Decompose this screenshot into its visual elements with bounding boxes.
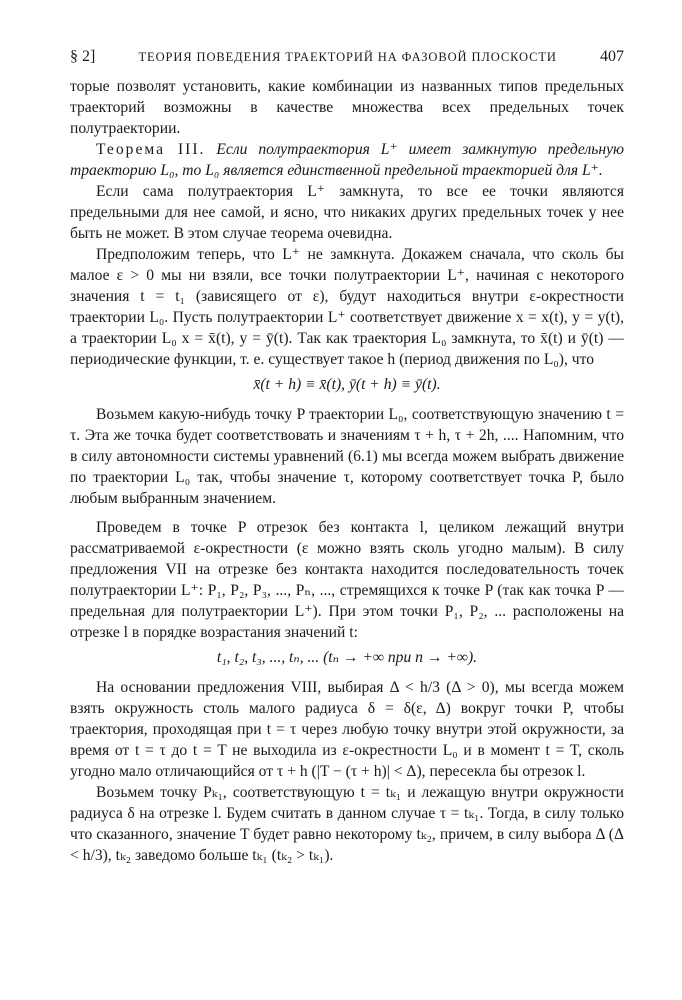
formula-periodicity: x̄(t + h) ≡ x̄(t), ȳ(t + h) ≡ ȳ(t). <box>253 376 441 393</box>
section-marker: § 2] <box>70 48 96 65</box>
page-number: 407 <box>599 48 624 65</box>
paragraph-proposition-viii: На основании предложения VIII, выбирая Δ < h/3 (Δ > 0), мы всегда можем взять окружность столь малого радиуса δ = δ(ε, Δ) вокруг точки P, чтобы траектория, проходящая при t = τ через любую точку внутри этой окружности, за время от t = τ до t = T не выходила из ε-окрестности L₀ и в момент t = T, сколь угодно мало отличающийся от τ + h (|T − (τ + h)| < Δ), пересекла бы отрезок l. <box>70 679 624 780</box>
theorem-statement: Если полутраектория L⁺ имеет замкнутую предельную траекторию L₀, то L₀ является единственной предельной траекторией для L⁺. <box>70 141 624 179</box>
paragraph-point-pk1: Возьмем точку Pₖ₁, соответствующую t = tₖ₁ и лежащую внутри окружности радиуса δ на отрезке l. Будем считать в данном случае τ = tₖ₁. Тогда, в силу только что сказанного, значение T будет равно некоторому tₖ₂, причем, в силу выбора Δ (Δ < h/3), tₖ₂ заведомо больше tₖ₁ (tₖ₂ > tₖ₁). <box>70 784 624 864</box>
paragraph-point-p: Возьмем какую-нибудь точку P траектории L₀, соответствующую значению t = τ. Эта же точка будет соответствовать и значениям τ + h, τ + 2h, .... Напомним, что в силу автономности системы уравнений (6.1) мы всегда можем выбрать движение по траектории L₀ так, чтобы значение τ, которому соответствует точка P, было любым выбранным значением. <box>70 406 624 507</box>
theorem-label: Теорема III. <box>96 141 206 158</box>
formula-sequence: t₁, t₂, t₃, ..., tₙ, ... (tₙ → +∞ при n → +∞). <box>216 649 478 666</box>
theorem-paragraph <box>70 139 624 181</box>
paragraph-closed-case: Если сама полутраектория L⁺ замкнута, то все ее точки являются предельными для нее самой, и ясно, что никаких других предельных точек у нее быть не может. В этом случае теорема очевидна. <box>70 183 624 242</box>
paragraph-continuation: торые позволят установить, какие комбинации из названных типов предельных траекторий возможны в качестве множества всех предельных точек полутраектории. <box>70 78 624 137</box>
running-title: ТЕОРИЯ ПОВЕДЕНИЯ ТРАЕКТОРИЙ НА ФАЗОВОЙ ПЛОСКОСТИ <box>138 50 557 64</box>
paragraph-segment-l: Проведем в точке P отрезок без контакта l, целиком лежащий внутри рассматриваемой ε-окрестности (ε можно взять сколь угодно малым). В силу предложения VII на отрезке без контакта находится последовательность точек полутраектории L⁺: P₁, P₂, P₃, ..., Pₙ, ..., стремящихся к точке P (так как точка P — предельная для полутраектории L⁺). При этом точки P₁, P₂, ... расположены на отрезке l в порядке возрастания значений t: <box>70 519 624 641</box>
paragraph-proof-start: Предположим теперь, что L⁺ не замкнута. Докажем сначала, что сколь бы малое ε > 0 мы ни взяли, все точки полутраектории L⁺, начиная с некоторого значения t = t₁ (зависящего от ε), будут находиться внутри ε-окрестности траектории L₀. Пусть полутраектории L⁺ соответствует движение x = x(t), y = y(t), а траектории L₀ x = x̄(t), y = ȳ(t). Так как траектория L₀ замкнута, то x̄(t) и ȳ(t) — периодические функции, т. е. существует такое h (период движения по L₀), что <box>70 246 624 368</box>
running-header <box>70 48 624 66</box>
